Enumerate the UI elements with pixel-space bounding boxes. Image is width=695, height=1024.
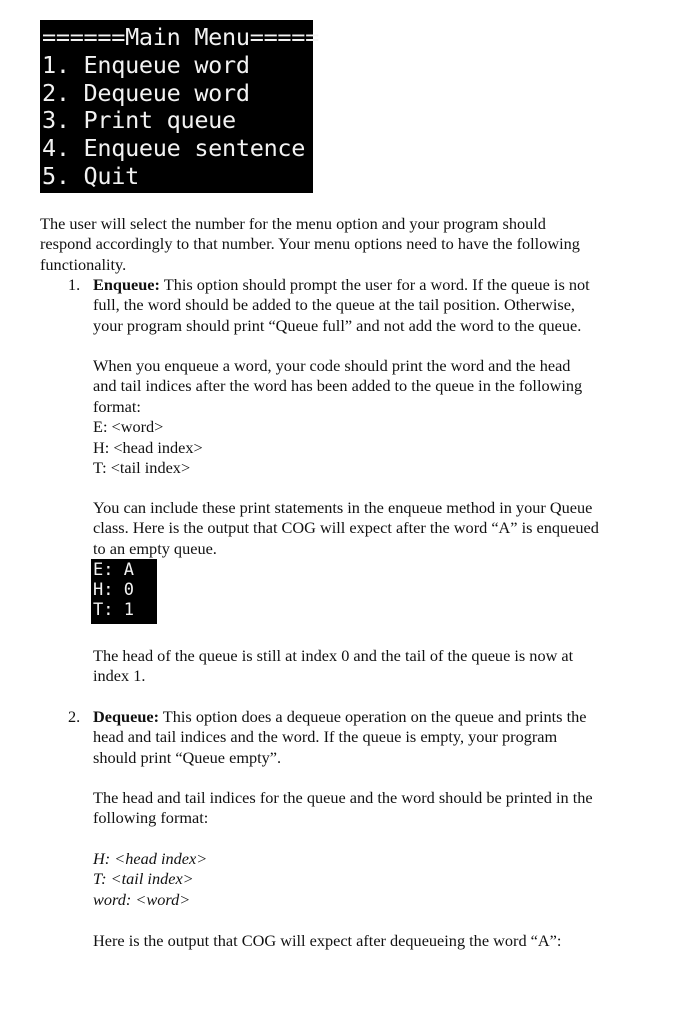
item1-para2-line: When you enqueue a word, your code should print the word and the head xyxy=(93,356,571,375)
item2-label: Dequeue: xyxy=(93,707,160,726)
menu-option-quit: 5. Quit xyxy=(42,161,139,190)
sample-line: H: 0 xyxy=(93,580,134,600)
item1-para3-line: to an empty queue. xyxy=(93,538,217,558)
item1-description xyxy=(93,275,590,336)
item2-para2-line: The head and tail indices for the queue and the word should be printed in the xyxy=(93,788,593,807)
item1-number: 1. xyxy=(68,275,81,294)
format-tail-index: T: <tail index> xyxy=(93,869,194,889)
menu-option-enqueue-sentence: 4. Enqueue sentence xyxy=(42,134,306,163)
item1-para2-line: and tail indices after the word has been added to the queue in the following xyxy=(93,376,583,396)
enqueue-sample-output xyxy=(91,559,157,624)
menu-option-dequeue-word: 2. Dequeue word xyxy=(42,78,250,107)
sample-line: T: 1 xyxy=(93,600,134,620)
item2-format-paragraph xyxy=(93,788,593,829)
item1-first-line: This option should prompt the user for a word. If the queue is not xyxy=(159,275,590,294)
format-head-index: H: <head index> xyxy=(93,849,208,868)
item1-head-tail-note xyxy=(93,646,573,687)
item1-label: Enqueue: xyxy=(93,275,160,294)
menu-title: ======Main Menu===== xyxy=(42,23,319,51)
item2-number: 2. xyxy=(68,707,81,726)
item1-para4-line: The head of the queue is still at index 0 and the tail of the queue is now at xyxy=(93,646,574,665)
main-menu-terminal xyxy=(40,20,319,193)
item1-line: your program should print “Queue full” and not add the word to the queue. xyxy=(93,315,582,335)
item1-line: full, the word should be added to the queue at the tail position. Otherwise, xyxy=(93,295,575,315)
intro-line: functionality. xyxy=(40,254,127,274)
item2-first-line: This option does a dequeue operation on the queue and prints the xyxy=(159,707,587,726)
format-word: word: <word> xyxy=(93,889,191,909)
intro-paragraph xyxy=(40,214,580,275)
item2-format-list xyxy=(93,849,207,910)
item2-line: head and tail indices and the word. If the queue is empty, your program xyxy=(93,727,558,747)
item2-para2-line: following format: xyxy=(93,808,209,828)
menu-option-enqueue-word: 1. Enqueue word xyxy=(42,50,250,79)
item2-description xyxy=(93,707,586,768)
item2-line: should print “Queue empty”. xyxy=(93,747,282,767)
item2-output-intro: Here is the output that COG will expect after dequeueing the word “A”: xyxy=(93,931,562,950)
item1-para3-line: class. Here is the output that COG will expect after the word “A” is enqueued xyxy=(93,518,599,538)
item1-para3-line: You can include these print statements in the enqueue method in your Queue xyxy=(93,498,593,517)
item1-para4-line: index 1. xyxy=(93,666,146,686)
item1-print-statement-paragraph xyxy=(93,498,599,559)
format-line-head: H: <head index> xyxy=(93,437,203,457)
sample-line: E: A xyxy=(93,560,134,580)
intro-line: The user will select the number for the menu option and your program should xyxy=(40,214,546,233)
menu-option-print-queue: 3. Print queue xyxy=(42,106,236,135)
format-line-tail: T: <tail index> xyxy=(93,458,191,478)
item1-format-paragraph xyxy=(93,356,582,478)
format-line-word: E: <word> xyxy=(93,417,164,437)
item1-para2-line: format: xyxy=(93,396,141,416)
intro-line: respond accordingly to that number. Your menu options need to have the following xyxy=(40,234,580,254)
